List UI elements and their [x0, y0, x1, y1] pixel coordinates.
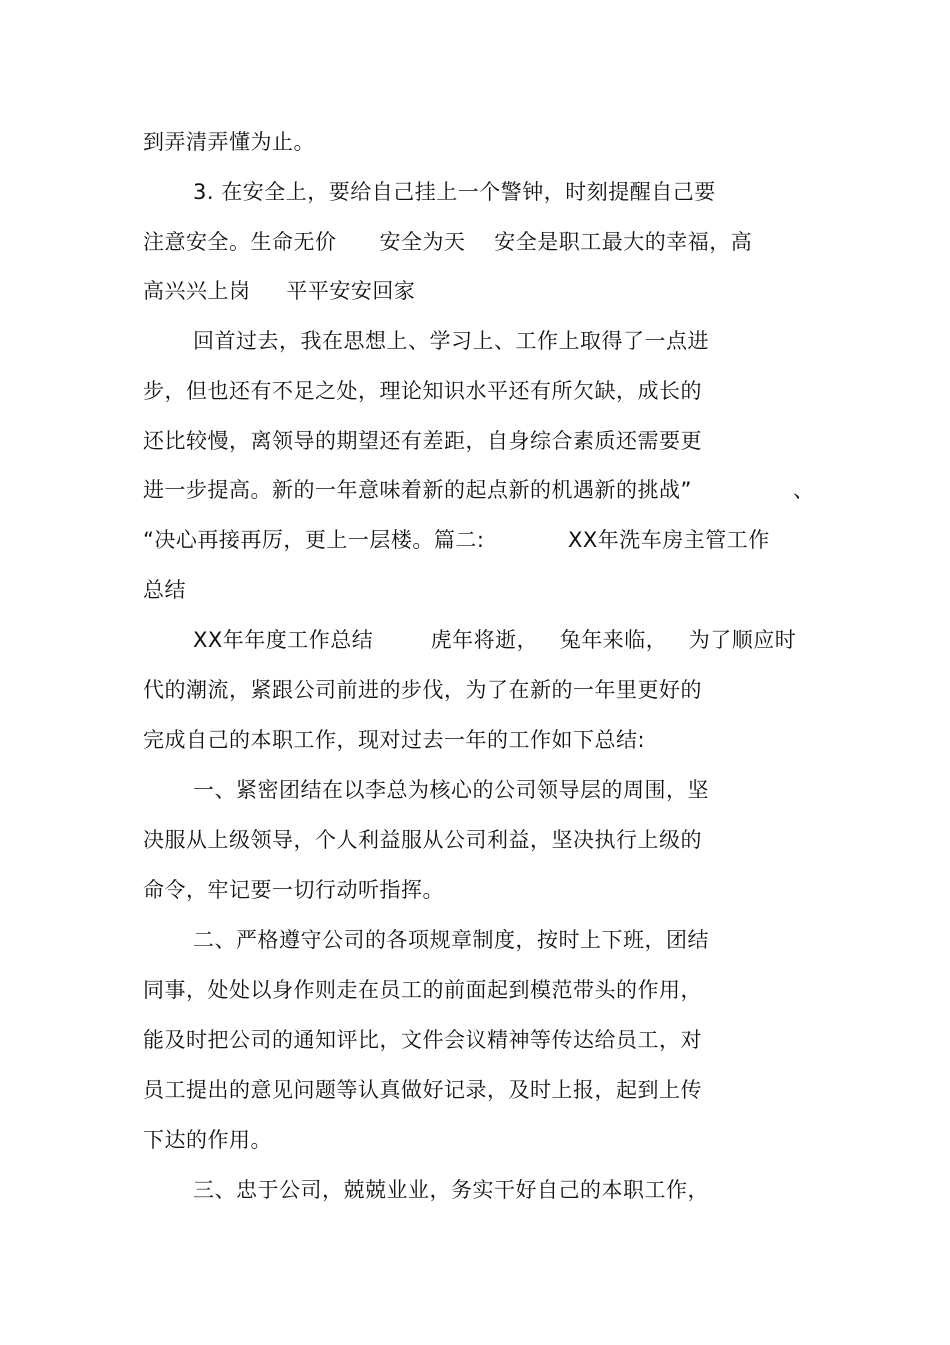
text-line: 一、紧密团结在以李总为核心的公司领导层的周围，坚	[193, 778, 709, 802]
text-line: 回首过去，我在思想上、学习上、工作上取得了一点进	[193, 329, 709, 353]
text-line: 同事，处处以身作则走在员工的前面起到模范带头的作用，	[143, 978, 702, 1002]
text-line: 总结	[143, 578, 186, 602]
text-line: 能及时把公司的通知评比，文件会议精神等传达给员工，对	[143, 1028, 702, 1052]
text-line: 3. 在安全上，要给自己挂上一个警钟，时刻提醒自己要	[193, 180, 716, 204]
text-line: 完成自己的本职工作，现对过去一年的工作如下总结:	[143, 728, 646, 752]
text-line: 三、忠于公司，兢兢业业，务实干好自己的本职工作，	[193, 1178, 709, 1202]
text-fragment: 、	[793, 478, 815, 502]
text-line: XX年年度工作总结 虎年将逝， 兔年来临， 为了顺应时	[193, 628, 797, 652]
text-line: 高兴兴上岗 平平安安回家	[143, 279, 416, 303]
text-line: 决服从上级领导，个人利益服从公司利益，坚决执行上级的	[143, 828, 702, 852]
text-line: 还比较慢，离领导的期望还有差距，自身综合素质还需要更	[143, 429, 702, 453]
text-fragment: XX年洗车房主管工作	[568, 528, 770, 552]
text-line: 员工提出的意见问题等认真做好记录，及时上报，起到上传	[143, 1078, 702, 1102]
text-line: 到弄清弄懂为止。	[143, 130, 315, 154]
text-line: 二、严格遵守公司的各项规章制度，按时上下班，团结	[193, 928, 709, 952]
text-line: 命令，牢记要一切行动听指挥。	[143, 878, 444, 902]
text-line: 代的潮流，紧跟公司前进的步伐，为了在新的一年里更好的	[143, 678, 702, 702]
text-line: 下达的作用。	[143, 1128, 272, 1152]
text-line: 进一步提高。新的一年意味着新的起点新的机遇新的挑战”	[143, 478, 692, 502]
text-line: “决心再接再厉，更上一层楼。篇二:	[143, 528, 485, 552]
text-line: 注意安全。生命无价 安全为天 安全是职工最大的幸福，高	[143, 230, 753, 254]
text-line: 步，但也还有不足之处，理论知识水平还有所欠缺，成长的	[143, 379, 702, 403]
